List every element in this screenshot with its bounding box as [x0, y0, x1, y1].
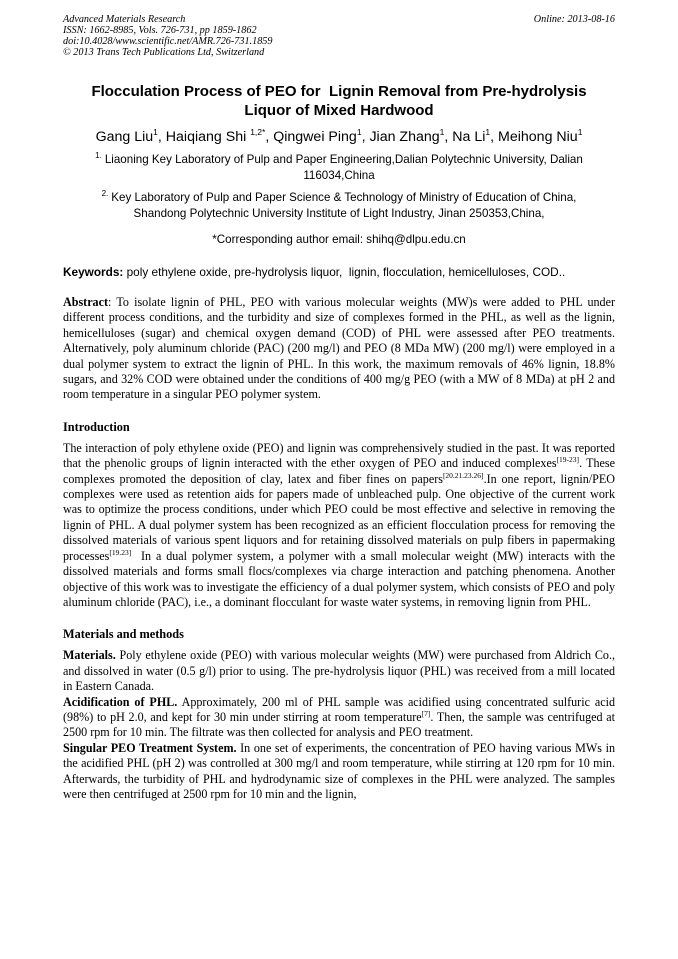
introduction-paragraph: The interaction of poly ethylene oxide (PEO) and lignin was comprehensively studied in the past. It was reported that the phenolic groups of lignin interacted with the ether oxygen of PEO and induced complexes[19-23]. These complexes promoted the deposition of clay, latex and fiber fines on papers[20.21.23.26].In one report, lignin/PEO complexes were used as retention aids for papers made of unbleached pulp. One objective of the current work was to optimize the process conditions, under which PEO could be most effective and selective in removing the lignin of PHL. A dual polymer system has been recognized as an efficient flocculation process for removing the dissolved materials of various spent liquors and for retaining dissolved materials on pulp fibers in papermaking processes[19.23] In a dual polymer system, a polymer with a small molecular weight (MW) interacts with the dissolved materials and forms small flocs/complexes via charge interaction and patching phenomena. Another objective of this work was to investigate the efficiency of a dual polymer system, which consists of PEO and poly aluminum chloride (PAC), i.e., a dominant flocculant for waste water systems, in removing lignin from PHL.	[63, 440, 619, 609]
section-heading-methods: Materials and methods	[63, 627, 184, 642]
journal-name: Advanced Materials Research	[63, 14, 186, 25]
author: Qingwei Ping$^1$,	[273, 127, 370, 145]
materials-paragraph: Materials. Poly ethylene oxide (PEO) with various molecular weights (MW) were purchased from Aldrich Co., and dissolved in water (0.5 g/l) prior to using. The pre-hydrolysis liquor (PHL) was received from a mill located in Eastern Canada.	[63, 648, 615, 694]
citation: [20.21.23.26]	[442, 470, 484, 480]
citation: [19-23]	[556, 455, 580, 465]
acidification-paragraph: Acidification of PHL. Approximately, 200 ml of PHL sample was acidified using concentrated sulfuric acid (98%) to pH 2.0, and kept for 30 min under stirring at room temperature[7]. Then, the sample was centrifuged at 2500 rpm for 10 min. The filtrate was then collected for analysis and PEO treatment.	[63, 694, 616, 740]
paper-title	[63, 82, 615, 120]
author: Jian Zhang$^1$,	[369, 127, 453, 145]
online-date: Online: 2013-08-16	[533, 14, 615, 25]
copyright-line: © 2013 Trans Tech Publications Ltd, Switzerland	[63, 47, 265, 58]
singular-peo-paragraph: Singular PEO Treatment System. In one set of experiments, the concentration of PEO having various MWs in the acidified PHL (pH 2) was controlled at 300 mg/l and room temperature, while stirring at 120 rpm for 10 min. Afterwards, the turbidity of PHL and hydrodynamic size of complexes in the PHL were analyzed. The samples were then centrifuged at 2500 rpm for 10 min and the lignin,	[63, 740, 615, 801]
title-line-2: Liquor of Mixed Hardwood	[244, 102, 434, 119]
keywords-text: poly ethylene oxide, pre-hydrolysis liquor, lignin, flocculation, hemicelluloses, COD..	[123, 265, 566, 279]
title-line-1: Flocculation Process of PEO for Lignin Removal from Pre-hydrolysis	[91, 83, 587, 100]
corresponding-author: *Corresponding author email: shihq@dlpu.edu.cn	[212, 233, 466, 246]
journal-header	[63, 14, 615, 58]
keywords	[63, 265, 615, 280]
keywords-label: Keywords:	[63, 265, 124, 279]
affiliation-1: $^{1.}$ Liaoning Key Laboratory of Pulp and Paper Engineering,Dalian Polytechnic University, Dalian 116034,China	[95, 151, 583, 182]
paper-page	[63, 14, 619, 802]
citation: [7]	[421, 708, 431, 718]
affiliation-2: $^{2.}$ Key Laboratory of Pulp and Paper Science & Technology of Ministry of Education of China, Shandong Polytechnic University Institute of Light Industry, Jinan 250353,China,	[101, 189, 577, 220]
author: Gang Liu$^1$,	[95, 127, 166, 145]
abstract: Abstract: To isolate lignin of PHL, PEO with various molecular weights (MW)s were added to PHL under different process conditions, and the turbidity and size of complexes formed in the PHL, as well as the lignin, hemicelluloses (sugar) and chemical oxygen demand (COD) of PHL were assessed after PEO treatments. Alternatively, poly aluminum chloride (PAC) (200 mg/l) and PEO (8 MDa MW) (200 mg/l) were employed in a dual polymer system to extract the lignin of PHL. In this work, the maximum removals of 46% lignin, 18.8% sugars, and 32% COD were obtained under the conditions of 400 mg/g PEO (with a MW of 8 MDa) at pH 2 and room temperature in a singular PEO polymer system.	[63, 295, 615, 402]
doi-line: doi:10.4028/www.scientific.net/AMR.726-731.1859	[63, 36, 273, 47]
issn-line: ISSN: 1662-8985, Vols. 726-731, pp 1859-1862	[63, 25, 257, 36]
citation: [19.23]	[109, 547, 132, 557]
section-heading-introduction: Introduction	[63, 419, 130, 434]
author-list	[63, 128, 615, 146]
abstract-label: Abstract	[63, 295, 109, 309]
author: Haiqiang Shi $^{1,2*}$,	[165, 127, 274, 145]
author: Na Li$^1$,	[452, 127, 499, 145]
author: Meihong Niu$^1$	[498, 127, 583, 145]
